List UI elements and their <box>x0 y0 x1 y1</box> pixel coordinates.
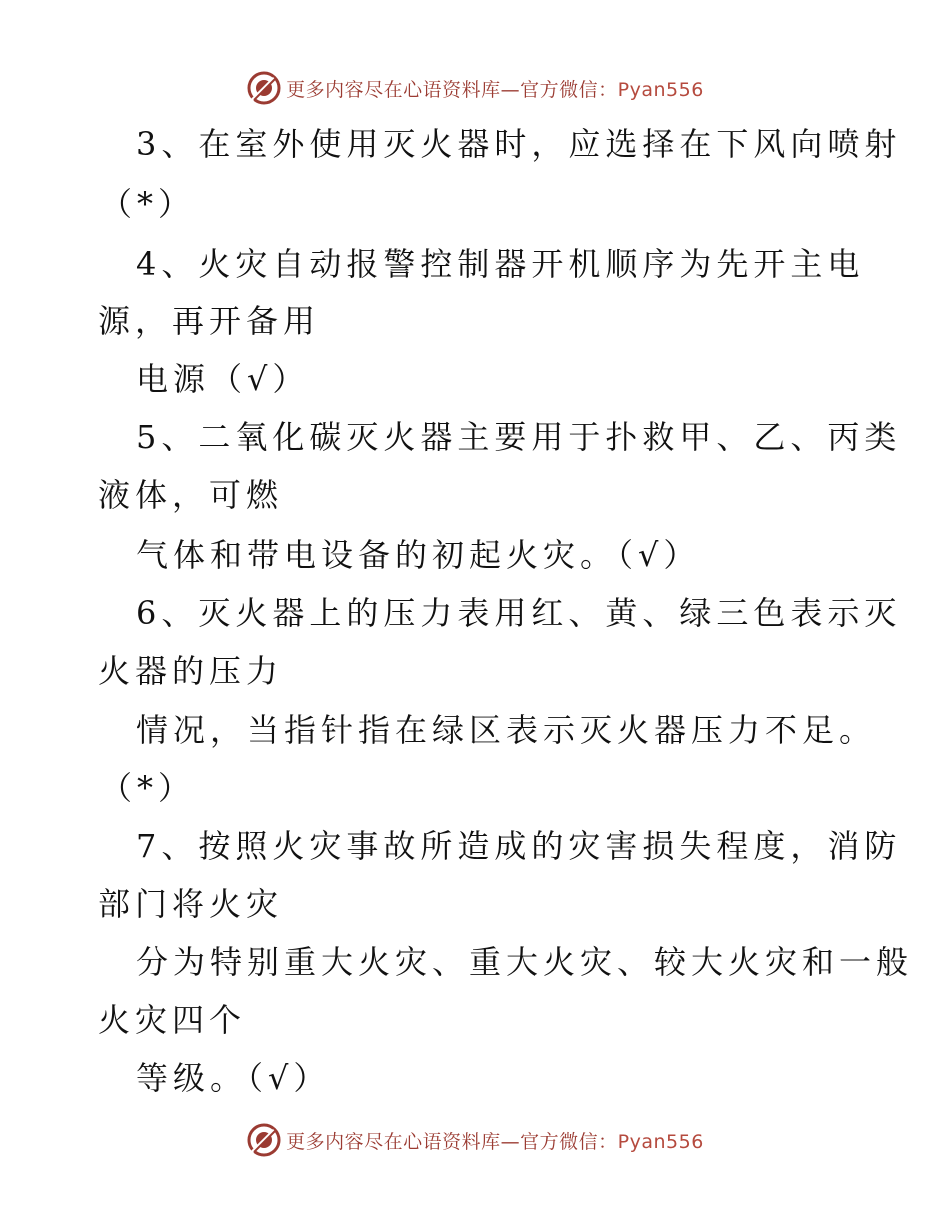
text-line: 等级。（√） <box>136 1059 331 1097</box>
text-line: 液体，可燃 <box>98 476 284 514</box>
text-line: 火灾四个 <box>98 1001 247 1039</box>
watermark-text: 更多内容尽在心语资料库—官方微信：Pyan556 <box>286 1130 704 1153</box>
footer-watermark <box>0 1120 950 1160</box>
seal-logo-icon <box>246 70 282 106</box>
text-line: 情况，当指针指在绿区表示灭火器压力不足。 <box>136 711 877 749</box>
text-line: 3、在室外使用灭火器时，应选择在下风向喷射 <box>136 125 902 163</box>
text-line: 源，再开备用 <box>98 302 321 340</box>
text-line: （*） <box>100 769 196 807</box>
text-line: 气体和带电设备的初起火灾。（√） <box>136 536 701 574</box>
watermark-text: 更多内容尽在心语资料库—官方微信：Pyan556 <box>286 78 704 101</box>
text-line: 火器的压力 <box>98 652 284 690</box>
text-line: 电源（√） <box>136 360 310 398</box>
text-line: 7、按照火灾事故所造成的灾害损失程度，消防 <box>136 827 902 865</box>
seal-logo-icon <box>246 1122 282 1158</box>
header-watermark <box>0 68 950 108</box>
text-line: 分为特别重大火灾、重大火灾、较大火灾和一般 <box>136 943 914 981</box>
text-line: 4、火灾自动报警控制器开机顺序为先开主电 <box>136 245 865 283</box>
text-line: 6、灭火器上的压力表用红、黄、绿三色表示灭 <box>136 594 902 632</box>
text-line: （*） <box>100 185 196 223</box>
text-line: 5、二氧化碳灭火器主要用于扑救甲、乙、丙类 <box>136 418 902 456</box>
text-line: 部门将火灾 <box>98 885 284 923</box>
